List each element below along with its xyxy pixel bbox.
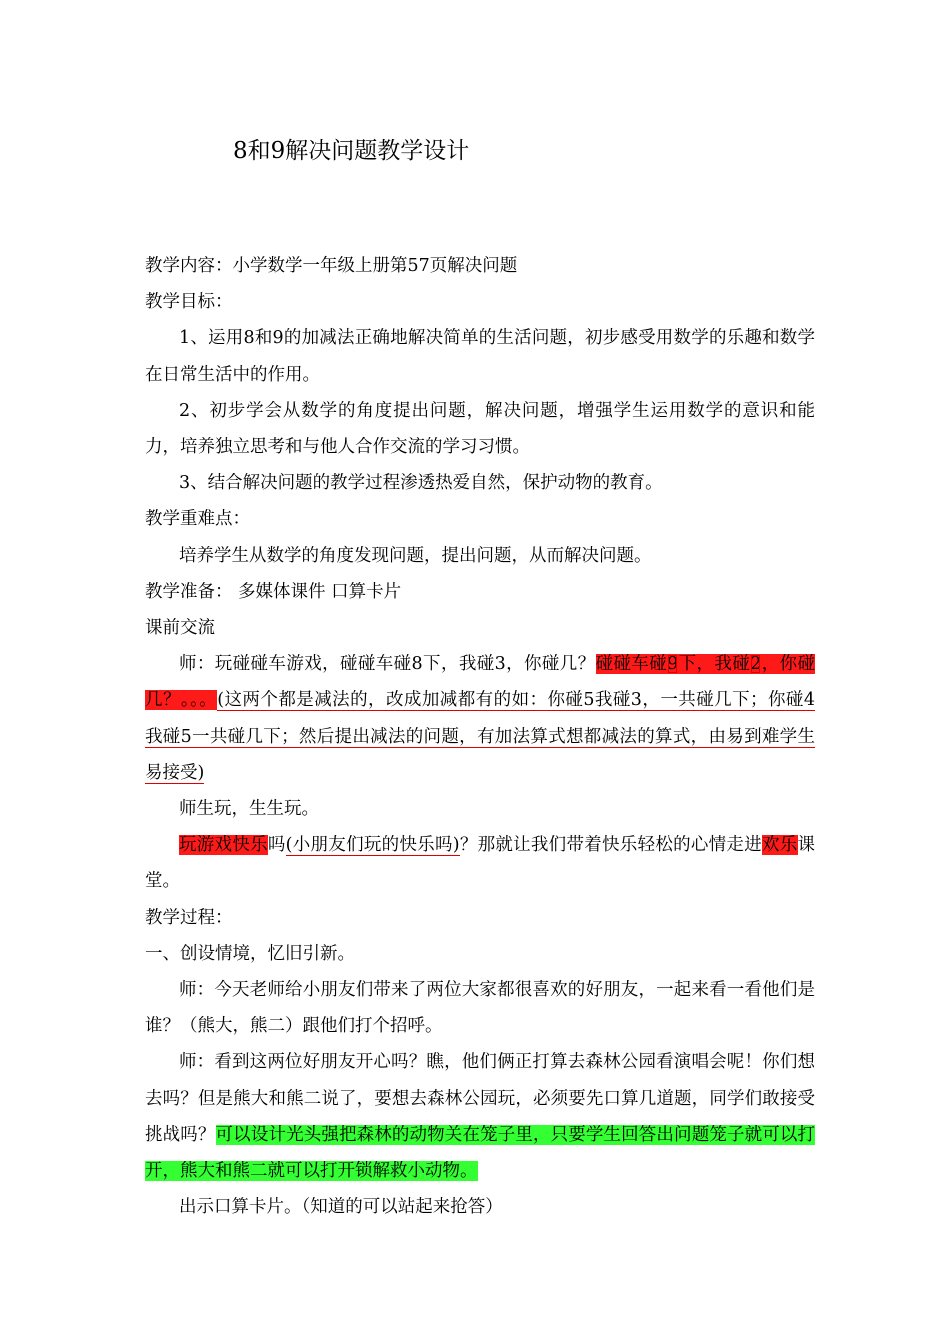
- challenge-text: 师：看到这两位好朋友开心吗？瞧，他们俩正打算去森林公园看演唱会呢！你们想去吗？但是熊大和熊二说了，要想去森林公园玩，必须要先口算几道题，同学们敢接受挑战吗？: [145, 1052, 815, 1145]
- fun-revision-note: (小朋友们玩的快乐吗): [285, 835, 460, 856]
- key-points-heading: 教学重难点：: [145, 509, 250, 530]
- paragraph-friends: 师：今天老师给小朋友们带来了两位大家都很喜欢的好朋友，一起来看一看他们是谁？（熊大，熊二）跟他们打个招呼。: [145, 980, 815, 1037]
- revision-note: (这两个都是减法的，改成加减都有的如：你碰5我碰3，一共碰几下；你碰4我碰5一共碰几下；然后提出减法的问题，有加法算式想都减法的算式，由易到难学生易接受): [145, 690, 815, 783]
- document-title: 8和9解决问题教学设计: [233, 138, 470, 164]
- paragraph-cards: 出示口算卡片。（知道的可以站起来抢答）: [179, 1197, 503, 1218]
- preparation-line: 教学准备： 多媒体课件 口算卡片: [145, 581, 402, 602]
- process-heading: 教学过程：: [145, 907, 233, 928]
- highlight-bumper-c: ，你碰几？。。。: [145, 654, 816, 711]
- goal-3: 3、结合解决问题的教学过程渗透热爱自然，保护动物的教育。: [179, 473, 663, 494]
- fun-paragraph: [145, 827, 815, 899]
- goal-1: 1、运用8和9的加减法正确地解决简单的生活问题，初步感受用数学的乐趣和数学在日常生活中的作用。: [145, 328, 815, 385]
- highlight-design-note: 可以设计光头强把森林的动物关在笼子里，只要学生回答出问题笼子就可以打开，熊大和熊二就可以打开锁解救小动物。: [145, 1124, 816, 1182]
- goals-heading: 教学目标：: [145, 292, 233, 313]
- pre-class-heading: 课前交流: [145, 618, 215, 639]
- goal-2: 2、初步学会从数学的角度提出问题，解决问题，增强学生运用数学的意识和能力，培养独立思考和与他人合作交流的学习习惯。: [145, 400, 815, 458]
- document-body: [145, 248, 815, 1225]
- fun-text-2: ？那就让我们带着快乐轻松的心情走进: [459, 835, 762, 856]
- play-line: 师生玩，生生玩。: [179, 799, 319, 820]
- highlight-fun: 玩游戏快乐: [179, 835, 268, 856]
- section-1-heading: 一、创设情境，忆旧引新。: [145, 943, 355, 964]
- highlight-joy: 欢乐: [761, 835, 798, 856]
- teaching-content-line: 教学内容：小学数学一年级上册第57页解决问题: [145, 256, 518, 276]
- highlight-bumper-a: 碰碰车碰: [595, 654, 668, 675]
- fun-text-1: 吗: [267, 835, 286, 856]
- teacher-game-text: 师：玩碰碰车游戏，碰碰车碰8下，我碰3，你碰几？: [179, 654, 596, 675]
- fun-text-3: 课堂。: [145, 835, 816, 892]
- paragraph-challenge: [145, 1044, 815, 1189]
- highlight-bumper-b: 下，我碰: [678, 654, 751, 675]
- highlight-bumper-num1: 9: [667, 654, 679, 675]
- key-points-text: 培养学生从数学的角度发现问题，提出问题，从而解决问题。: [179, 545, 652, 566]
- highlight-bumper-num2: 2: [750, 654, 762, 675]
- teacher-game-paragraph: [145, 646, 815, 791]
